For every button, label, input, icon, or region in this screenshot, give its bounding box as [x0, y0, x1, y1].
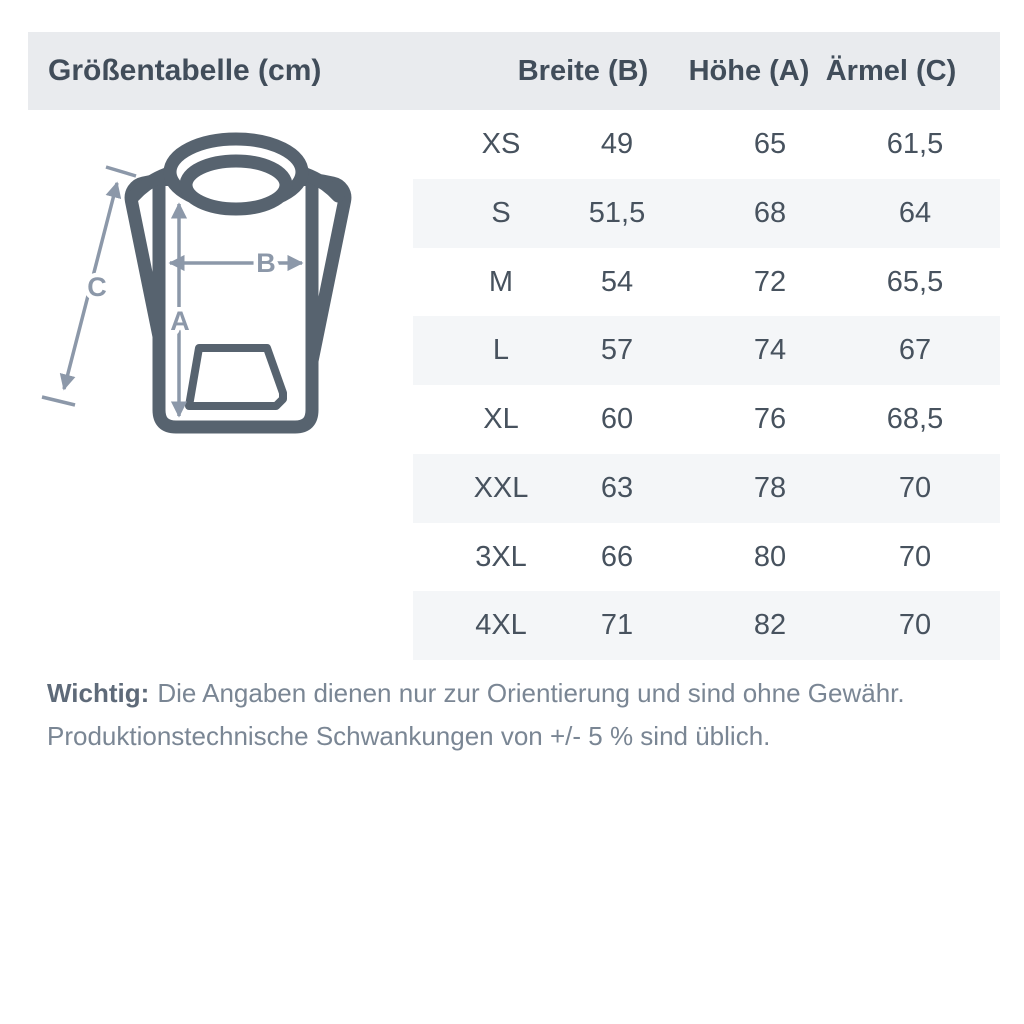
cell-size: M [488, 265, 514, 298]
cell-aermel: 70 [898, 471, 932, 504]
cell-aermel: 64 [898, 196, 932, 229]
cell-breite: 49 [600, 128, 634, 160]
cell-breite: 63 [600, 471, 634, 504]
cell-breite: 57 [600, 334, 634, 367]
cell-size: XXL [473, 471, 529, 504]
cell-size: XS [481, 128, 521, 160]
cell-aermel: 61,5 [886, 128, 944, 160]
cell-hoehe: 80 [753, 540, 787, 573]
cell-hoehe: 78 [753, 471, 787, 504]
disclaimer-label: Wichtig: [47, 678, 150, 708]
table-row [413, 454, 1000, 523]
cell-hoehe: 76 [753, 403, 787, 435]
label-c: C [87, 272, 107, 302]
column-header-hoehe: Höhe (A) [688, 55, 810, 87]
table-header [28, 32, 1000, 110]
cell-aermel: 70 [898, 540, 932, 573]
table-row [413, 316, 1000, 385]
cell-breite: 60 [600, 403, 634, 435]
cell-hoehe: 65 [753, 128, 787, 160]
label-b: B [256, 248, 276, 278]
table-row [413, 591, 1000, 660]
cell-hoehe: 74 [753, 334, 787, 367]
column-header-breite: Breite (B) [517, 55, 649, 87]
table-row [413, 523, 1000, 592]
cell-breite: 54 [600, 265, 634, 298]
hoodie-outline-icon [40, 125, 410, 455]
cell-hoehe: 72 [753, 265, 787, 298]
sleeve-tick-top [106, 167, 136, 176]
disclaimer-note [47, 672, 977, 758]
cell-aermel: 70 [898, 609, 932, 642]
cell-hoehe: 82 [753, 609, 787, 642]
table-row [413, 179, 1000, 248]
column-header-aermel: Ärmel (C) [825, 55, 957, 87]
cell-aermel: 68,5 [886, 403, 944, 435]
page-title: Größentabelle (cm) [48, 54, 322, 87]
cell-breite: 66 [600, 540, 634, 573]
cell-size: S [491, 196, 511, 229]
disclaimer-text-1: Die Angaben dienen nur zur Orientierung und sind ohne Gewähr. [157, 678, 905, 708]
pocket [189, 348, 283, 406]
disclaimer-line-2 [47, 715, 977, 758]
size-table-body [413, 110, 1000, 660]
sleeve-tick-bottom [42, 397, 75, 405]
label-a: A [170, 306, 190, 336]
hood-inner [186, 161, 286, 209]
table-row [413, 385, 1000, 454]
table-row [413, 248, 1000, 317]
cell-breite: 51,5 [588, 196, 646, 229]
cell-breite: 71 [600, 609, 634, 642]
cell-size: L [492, 334, 510, 367]
cell-aermel: 65,5 [886, 265, 944, 298]
hoodie-measurement-diagram [40, 125, 410, 455]
table-row [413, 110, 1000, 179]
cell-aermel: 67 [898, 334, 932, 367]
cell-size: XL [483, 403, 519, 435]
disclaimer-line-1 [47, 672, 977, 715]
disclaimer-text-2: Produktionstechnische Schwankungen von +/- 5 % sind üblich. [47, 721, 771, 751]
cell-size: 3XL [475, 540, 527, 573]
cell-hoehe: 68 [753, 196, 787, 229]
cell-size: 4XL [475, 609, 527, 642]
